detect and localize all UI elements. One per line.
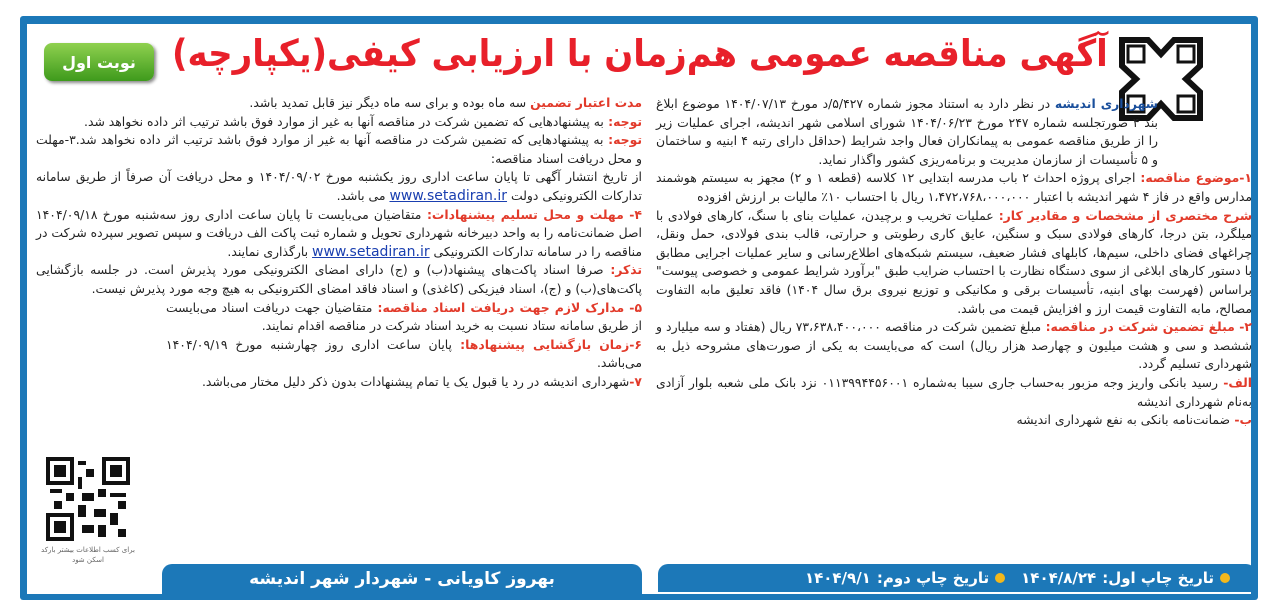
second-print-label: تاریخ چاپ دوم: bbox=[876, 569, 990, 587]
section-guarantee bbox=[656, 318, 1252, 374]
section-text: شهرداری اندیشه در رد یا قبول یک یا تمام پیشنهادات بدون ذکر دلیل مختار می‌باشد. bbox=[201, 373, 630, 389]
section-text: ضمانت‌نامه بانکی به نفع شهرداری اندیشه bbox=[1016, 412, 1231, 428]
note-2 bbox=[36, 131, 642, 168]
first-print-date: ۱۴۰۴/۸/۲۴ bbox=[1021, 569, 1097, 587]
section-text: صرفا اسناد پاکت‌های پیشنهاد(ب) و (ج) دارای امضای الکترونیکی مورد پذیرش است. در جلسه بازگشایی پاکت‌های(ب) و (ج)، اسناد فیزیکی (کاغذی) و اسناد فاقد امضای الکترونیکی به هیچ وجه مورد پذیرش نیست. bbox=[36, 262, 642, 296]
signature-banner: بهروز کاویانی - شهردار شهر اندیشه bbox=[162, 564, 642, 594]
section-text: می باشد. bbox=[336, 187, 390, 203]
reminder bbox=[36, 261, 642, 298]
section-text: عملیات تخریب و برچیدن، عملیات بنای با سنگ، کارهای فولادی با میلگرد، بتن درجا، کارهای فولادی سبک و سنگین، عایق کاری رطوبتی و حرارتی، قالب بندی فولادی، حمل ونقل، چراغهای فضای داخلی، سیم‌ها، کابلهای فشار ضعیف، سیستم شبکه‌های اطلاع‌رسانی و سایر عملیات اجرایی مطابق با دستور کارهای ابلاغی از سوی دستگاه نظارت با احتساب ضرایب طبق "برآورد شرایط عمومی و خصوصی پیوست" براساس (فهرست بهای ابنیه، تأسیسات برقی و مکانیکی و توزیع نیروی برق سال ۱۴۰۴) فاقد تعلیق مابه التفاوت مصالح، مابه التفاوت قیمت ارز و افزایش قیمت می باشد. bbox=[656, 207, 1253, 316]
validity bbox=[36, 94, 642, 113]
note-1 bbox=[36, 113, 642, 132]
section-label: ۱-موضوع مناقصه: bbox=[1135, 170, 1252, 186]
section-text: اجرای پروژه احداث ۲ باب مدرسه ابتدایی ۱۲ کلاسه (قطعه ۱ و ۲) مجهز به سیستم هوشمند مدارس واقع در فاز ۴ شهر اندیشه با اعتبار ۱،۴۷۲،۷۶۸،۰۰۰،۰۰۰ ریال با احتساب ۱۰٪ مالیات بر ارزش افزوده bbox=[656, 170, 1252, 204]
qr-caption: برای کسب اطلاعات بیشتر بارکد اسکن شود bbox=[41, 546, 135, 564]
section-label: ۷- bbox=[629, 373, 642, 389]
section-label: ب- bbox=[1230, 412, 1252, 428]
intro-text: در نظر دارد به استناد مجوز شماره ۵/۴۲۷/د مورخ ۱۴۰۴/۰۷/۱۳ موضوع ابلاغ بند ۴ صورتجلسه شماره ۲۴۷ مورخ ۱۴۰۴/۰۶/۲۳ شورای اسلامی شهر اندیشه، اجرای عملیات زیر را از طریق مناقصه عمومی به پیمانکاران فعال واجد شرایط (حداقل دارای رتبه ۴ ابنیه و ساختمان و ۵ تأسیسات از سازمان مدیریت و برنامه‌ریزی کشور واگذار نماید. bbox=[656, 96, 1159, 167]
section-text: به پیشنهادهایی که تضمین شرکت در مناقصه آنها به غیر از موارد فوق باشد ترتیب اثر داده نخواهد شد.۳-مهلت و محل دریافت اسناد مناقصه: bbox=[36, 132, 642, 166]
section-text: مبلغ تضمین شرکت در مناقصه ۷۳،۶۳۸،۴۰۰،۰۰۰ ریال (هفتاد و سه میلیارد و ششصد و سی و هشت میلیون و چهارصد هزار ریال) است که می‌بایست به یکی از صورت‌های مشروحه ذیل به شهرداری تسلیم گردد. bbox=[656, 319, 1252, 372]
bullet-icon bbox=[1220, 573, 1230, 583]
section-label: شرح مختصری از مشخصات و مقادیر کار: bbox=[993, 207, 1253, 223]
page-title: آگهی مناقصه عمومی هم‌زمان با ارزیابی کیفی(یکپارچه) bbox=[172, 32, 1108, 75]
section-description bbox=[656, 207, 1252, 319]
bullet-icon bbox=[995, 573, 1005, 583]
section-label: ۶-زمان بازگشایی پیشنهادها: bbox=[452, 336, 642, 352]
section-text: سه ماه بوده و برای سه ماه دیگر نیز قابل تمدید باشد. bbox=[249, 95, 531, 110]
section-text: به پیشنهادهایی که تضمین شرکت در مناقصه آنها به غیر از موارد فوق باشد ترتیب اثر داده نخواهد شد. bbox=[84, 113, 604, 129]
section-label: مدت اعتبار تضمین bbox=[530, 95, 642, 110]
section-text: متقاضیان می‌بایست تا پایان ساعت اداری روز سه‌شنبه مورخ ۱۴۰۴/۰۹/۱۸ اصل ضمانت‌نامه را به واحد دبیرخانه شهرداری تحویل و شماره ثبت پاکت الف دریافت و سپس تصویر سپرده شرکت در مناقصه را در سامانه تدارکات الکترونیکی bbox=[35, 206, 642, 259]
brand-name: شهرداری اندیشه bbox=[1054, 96, 1158, 111]
first-round-badge: نوبت اول bbox=[44, 43, 154, 81]
section-text: متقاضیان جهت دریافت اسناد می‌بایست از طریق سامانه ستاد نسبت به خرید اسناد شرکت در مناقصه اقدام نمایند. bbox=[166, 299, 642, 334]
section-rights bbox=[166, 373, 642, 392]
setadiran-link[interactable]: www.setadiran.ir bbox=[389, 187, 508, 204]
section-required-docs bbox=[166, 299, 642, 336]
left-column bbox=[36, 94, 642, 392]
section-text: از تاریخ انتشار آگهی تا پایان ساعت اداری روز یکشنبه مورخ ۱۴۰۴/۰۹/۰۲ و محل دریافت آن صرفاً از طریق سامانه تدارکات الکترونیکی دولت bbox=[36, 169, 642, 203]
section-label: ۴- مهلت و محل تسلیم پیشنهادات: bbox=[421, 206, 642, 222]
qr-code[interactable] bbox=[46, 457, 130, 541]
section-text: بارگذاری نمایند. bbox=[227, 243, 313, 259]
title-area bbox=[172, 32, 1108, 82]
section-label: الف- bbox=[1218, 374, 1253, 390]
section-label: تذکر: bbox=[603, 262, 642, 278]
section-label: ۵- مدارک لازم جهت دریافت اسناد مناقصه: bbox=[372, 299, 643, 315]
print-dates-banner bbox=[658, 564, 1256, 592]
section-label: ۲- مبلغ تضمین شرکت در مناقصه: bbox=[1041, 319, 1252, 335]
section-submission bbox=[36, 206, 642, 262]
intro-paragraph bbox=[656, 95, 1252, 169]
section-text: پایان ساعت اداری روز چهارشنبه مورخ ۱۴۰۴/۰۹/۱۹ می‌باشد. bbox=[166, 336, 642, 371]
setadiran-link[interactable]: www.setadiran.ir bbox=[312, 243, 430, 260]
section-opening bbox=[166, 336, 642, 373]
lower-sections bbox=[166, 299, 642, 392]
section-documents bbox=[36, 168, 642, 205]
logo-spacer bbox=[1158, 95, 1252, 151]
second-print-date: ۱۴۰۴/۹/۱ bbox=[804, 569, 871, 587]
section-text: رسید بانکی واریز وجه مزبور به‌حساب جاری سیبا به‌شماره ۰۱۱۳۹۹۴۴۵۶۰۰۱ نزد بانک ملی شعبه بلوار آزادی به‌نام شهرداری اندیشه bbox=[656, 374, 1252, 409]
section-label: توجه: bbox=[603, 113, 642, 129]
first-print-label: تاریخ چاپ اول: bbox=[1102, 569, 1214, 587]
right-column bbox=[656, 95, 1252, 430]
right-column-area bbox=[656, 95, 1252, 557]
section-label: توجه: bbox=[603, 132, 642, 148]
option-be bbox=[656, 411, 1252, 430]
section-subject bbox=[656, 169, 1252, 206]
option-alef bbox=[656, 374, 1252, 411]
